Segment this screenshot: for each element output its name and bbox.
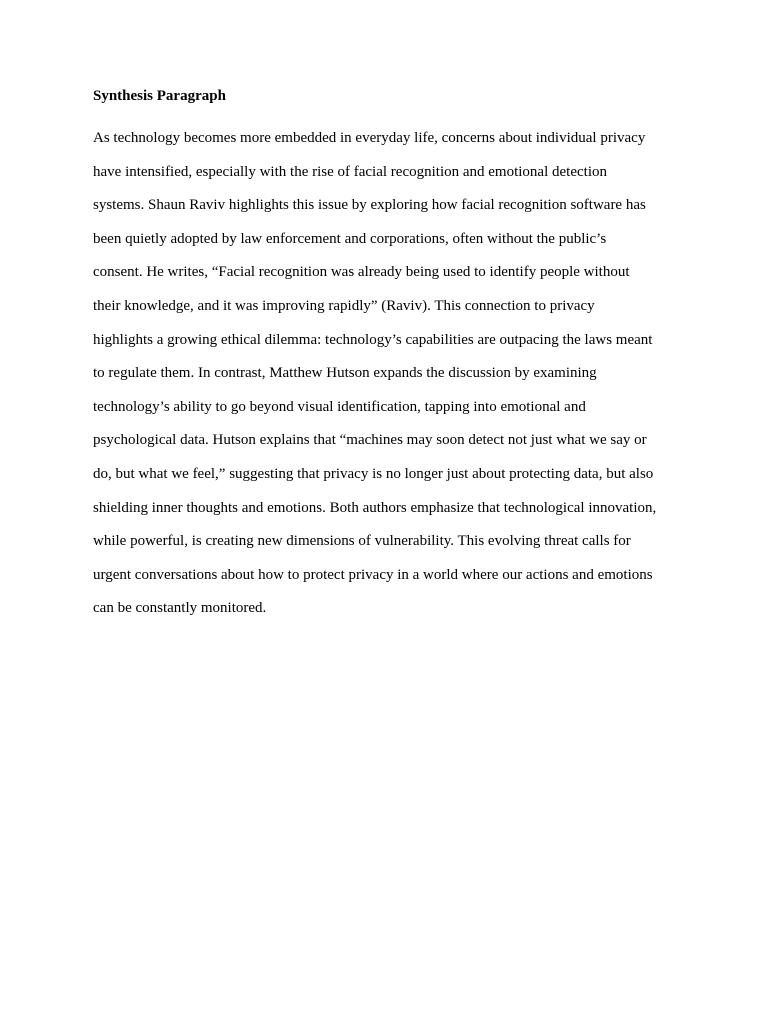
- paragraph-line: urgent conversations about how to protect privacy in a world where our actions and emotions: [93, 566, 653, 583]
- paragraph-line: been quietly adopted by law enforcement and corporations, often without the public’s: [93, 230, 607, 247]
- paragraph-line: technology’s ability to go beyond visual identification, tapping into emotional and: [93, 398, 586, 415]
- paragraph-line: do, but what we feel,” suggesting that privacy is no longer just about protecting data, but also: [93, 465, 654, 482]
- paragraph-line: while powerful, is creating new dimensions of vulnerability. This evolving threat calls for: [93, 533, 631, 550]
- paragraph-line: have intensified, especially with the rise of facial recognition and emotional detection: [93, 163, 607, 180]
- paragraph-line: consent. He writes, “Facial recognition was already being used to identify people without: [93, 264, 630, 281]
- synthesis-paragraph: [93, 127, 693, 631]
- paragraph-line: systems. Shaun Raviv highlights this issue by exploring how facial recognition software has: [93, 197, 646, 214]
- paragraph-line: shielding inner thoughts and emotions. Both authors emphasize that technological innovation,: [93, 499, 657, 516]
- paragraph-line: highlights a growing ethical dilemma: technology’s capabilities are outpacing the laws meant: [93, 331, 653, 348]
- paragraph-line: As technology becomes more embedded in everyday life, concerns about individual privacy: [93, 130, 646, 146]
- paragraph-line: can be constantly monitored.: [93, 600, 267, 617]
- paragraph-line: to regulate them. In contrast, Matthew Hutson expands the discussion by examining: [93, 365, 597, 382]
- paragraph-line: their knowledge, and it was improving rapidly” (Raviv). This connection to privacy: [93, 297, 595, 314]
- paragraph-line: psychological data. Hutson explains that “machines may soon detect not just what we say or: [93, 432, 647, 449]
- document-title: Synthesis Paragraph: [93, 88, 226, 104]
